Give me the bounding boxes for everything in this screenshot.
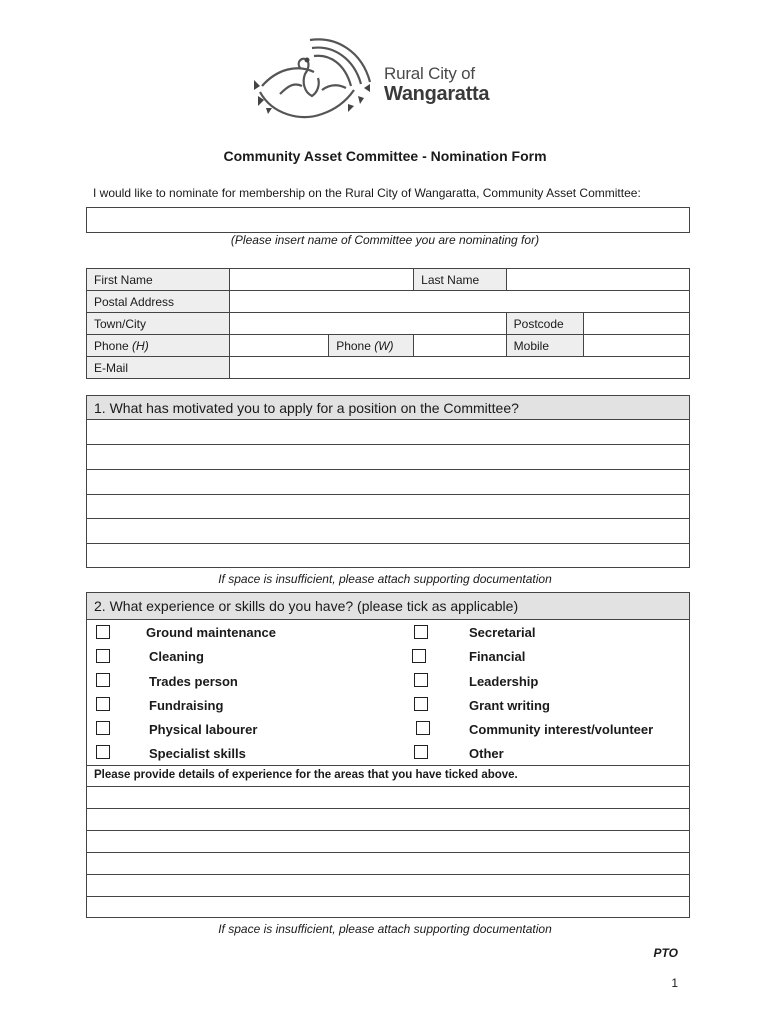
- mobile-label: Mobile: [506, 335, 583, 357]
- physical-labourer-checkbox[interactable]: [96, 721, 110, 735]
- email-field[interactable]: [230, 357, 690, 379]
- q1-heading: 1. What has motivated you to apply for a position on the Committee?: [86, 395, 690, 420]
- answer-line[interactable]: [86, 787, 690, 809]
- q2-answer-lines[interactable]: [86, 787, 690, 918]
- wangaratta-logo-icon: [252, 34, 377, 122]
- financial-label: Financial: [469, 649, 526, 664]
- skills-checklist: [86, 620, 690, 765]
- ground-maintenance-label: Ground maintenance: [146, 625, 277, 640]
- postal-address-label: Postal Address: [87, 291, 230, 313]
- q2-heading: 2. What experience or skills do you have? (please tick as applicable): [86, 592, 690, 620]
- answer-line[interactable]: [86, 495, 690, 519]
- email-label: E-Mail: [87, 357, 230, 379]
- last-name-label: Last Name: [414, 269, 507, 291]
- ground-maintenance-checkbox[interactable]: [96, 625, 110, 639]
- answer-line[interactable]: [86, 853, 690, 875]
- leadership-checkbox[interactable]: [414, 673, 428, 687]
- fundraising-checkbox[interactable]: [96, 697, 110, 711]
- page-number: 1: [671, 976, 678, 990]
- logo-line1: Rural City of: [384, 64, 475, 83]
- answer-line[interactable]: [86, 809, 690, 831]
- phone-w-label: Phone (W): [329, 335, 414, 357]
- trades-person-label: Trades person: [149, 674, 238, 689]
- answer-line[interactable]: [86, 544, 690, 568]
- grant-writing-checkbox[interactable]: [414, 697, 428, 711]
- phone-h-label: Phone (H): [87, 335, 230, 357]
- secretarial-checkbox[interactable]: [414, 625, 428, 639]
- town-city-field[interactable]: [230, 313, 507, 335]
- cleaning-checkbox[interactable]: [96, 649, 110, 663]
- answer-line[interactable]: [86, 445, 690, 470]
- other-checkbox[interactable]: [414, 745, 428, 759]
- intro-text: I would like to nominate for membership on the Rural City of Wangaratta, Community Asset Committee:: [93, 186, 641, 200]
- fundraising-label: Fundraising: [149, 698, 224, 713]
- answer-line[interactable]: [86, 420, 690, 445]
- mobile-field[interactable]: [583, 335, 689, 357]
- secretarial-label: Secretarial: [469, 625, 536, 640]
- other-label: Other: [469, 746, 504, 761]
- physical-labourer-label: Physical labourer: [149, 722, 258, 737]
- pto-label: PTO: [653, 946, 678, 960]
- committee-name-field[interactable]: [86, 207, 690, 233]
- phone-h-field[interactable]: [230, 335, 329, 357]
- specialist-skills-label: Specialist skills: [149, 746, 246, 761]
- leadership-label: Leadership: [469, 674, 539, 689]
- first-name-field[interactable]: [230, 269, 414, 291]
- phone-w-field[interactable]: [414, 335, 507, 357]
- postcode-field[interactable]: [583, 313, 689, 335]
- personal-details-table: [86, 268, 690, 379]
- q2-supporting-hint: If space is insufficient, please attach supporting documentation: [218, 922, 552, 936]
- q1-answer-lines[interactable]: [86, 420, 690, 568]
- answer-line[interactable]: [86, 875, 690, 897]
- page-title: Community Asset Committee - Nomination Form: [223, 148, 547, 164]
- first-name-label: First Name: [87, 269, 230, 291]
- specialist-skills-checkbox[interactable]: [96, 745, 110, 759]
- grant-writing-label: Grant writing: [469, 698, 550, 713]
- q1-supporting-hint: If space is insufficient, please attach supporting documentation: [218, 572, 552, 586]
- answer-line[interactable]: [86, 470, 690, 495]
- financial-checkbox[interactable]: [412, 649, 426, 663]
- postcode-label: Postcode: [506, 313, 583, 335]
- last-name-field[interactable]: [506, 269, 689, 291]
- committee-hint: (Please insert name of Committee you are nominating for): [230, 233, 540, 247]
- town-city-label: Town/City: [87, 313, 230, 335]
- postal-address-field[interactable]: [230, 291, 690, 313]
- trades-person-checkbox[interactable]: [96, 673, 110, 687]
- logo-line2: Wangaratta: [384, 83, 490, 105]
- community-interest-checkbox[interactable]: [416, 721, 430, 735]
- cleaning-label: Cleaning: [149, 649, 204, 664]
- community-interest-label: Community interest/volunteer: [469, 722, 654, 737]
- details-prompt: Please provide details of experience for the areas that you have ticked above.: [86, 765, 690, 787]
- answer-line[interactable]: [86, 831, 690, 853]
- answer-line[interactable]: [86, 897, 690, 918]
- answer-line[interactable]: [86, 519, 690, 544]
